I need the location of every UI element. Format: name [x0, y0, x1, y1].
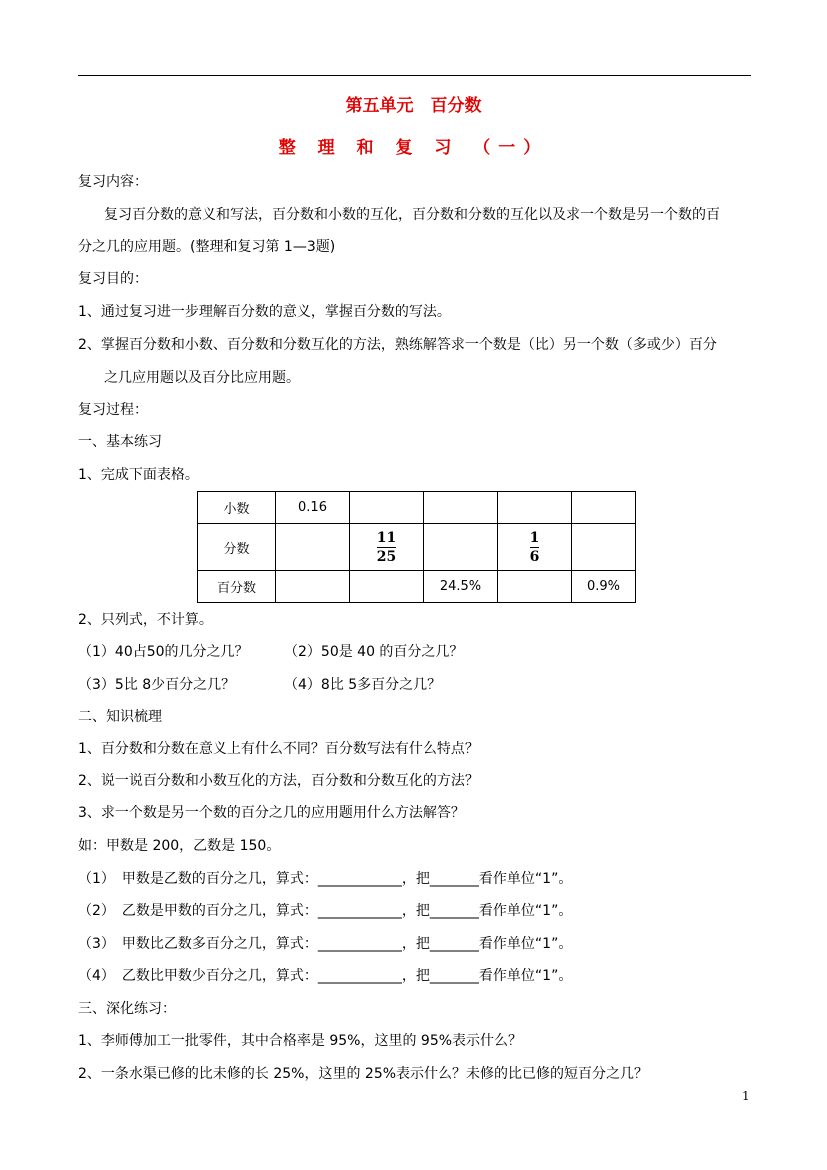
review-content-paragraph-line1: 复习百分数的意义和写法，百分数和小数的互化，百分数和分数的互化以及求一个数是另一个数的百 — [104, 207, 720, 223]
row-label-decimal: 小数 — [198, 492, 276, 524]
example-item-3: （3） 甲数比乙数多百分之几，算式：____________，把_______看作单位“1”。 — [78, 936, 573, 952]
fraction-1-6 — [530, 530, 540, 565]
section-knowledge-review: 二、知识梳理 — [78, 709, 162, 725]
question-1: 1、完成下面表格。 — [78, 467, 199, 483]
deepen-item-1: 1、李师傅加工一批零件，其中合格率是 95%，这里的 95%表示什么？ — [78, 1033, 523, 1049]
row-label-fraction: 分数 — [198, 524, 276, 571]
conversion-table — [197, 491, 636, 603]
knowledge-item-3: 3、求一个数是另一个数的百分之几的应用题用什么方法解答？ — [78, 805, 465, 821]
review-content-paragraph-line2: 分之几的应用题。(整理和复习第 1—3题) — [78, 239, 336, 255]
fraction-bar — [530, 547, 540, 548]
table-cell — [498, 492, 572, 524]
question-2: 2、只列式，不计算。 — [78, 612, 213, 628]
table-cell — [276, 524, 350, 571]
goal-item-2-line2: 之几应用题以及百分比应用题。 — [104, 370, 300, 386]
goal-item-2-line1: 2、掌握百分数和小数、百分数和分数互化的方法，熟练解答求一个数是（比）另一个数（多或少）百分 — [78, 337, 717, 353]
knowledge-item-2: 2、说一说百分数和小数互化的方法，百分数和分数互化的方法？ — [78, 773, 479, 789]
table-cell — [572, 524, 636, 571]
table-cell — [498, 571, 572, 603]
fraction-denominator: 25 — [376, 548, 397, 565]
knowledge-item-1: 1、百分数和分数在意义上有什么不同？百分数写法有什么特点？ — [78, 741, 479, 757]
table-cell — [350, 571, 424, 603]
fraction-numerator: 11 — [376, 529, 397, 546]
table-cell — [276, 571, 350, 603]
example-item-1: （1） 甲数是乙数的百分之几，算式：____________，把_______看作单位“1”。 — [78, 871, 573, 887]
example-item-4: （4） 乙数比甲数少百分之几，算式：____________，把_______看作单位“1”。 — [78, 968, 573, 984]
table-cell: 0.9% — [572, 571, 636, 603]
row-label-percent: 百分数 — [198, 571, 276, 603]
review-goal-label: 复习目的： — [78, 271, 148, 287]
review-content-label: 复习内容： — [78, 174, 148, 190]
question-2-part-2: （2）50是 40 的百分之几？ — [284, 644, 464, 660]
section-basic-practice: 一、基本练习 — [78, 434, 162, 450]
unit-title: 第五单元 百分数 — [345, 96, 482, 116]
fraction-denominator: 6 — [529, 548, 540, 565]
question-2-part-4: （4）8比 5多百分之几？ — [284, 677, 442, 693]
section-deepen-practice: 三、深化练习： — [78, 1001, 176, 1017]
deepen-item-2: 2、一条水渠已修的比未修的长 25%，这里的 25%表示什么？未修的比已修的短百分之几？ — [78, 1066, 649, 1082]
fraction-11-25 — [377, 530, 396, 565]
goal-item-1: 1、通过复习进一步理解百分数的意义，掌握百分数的写法。 — [78, 304, 451, 320]
table-cell — [424, 492, 498, 524]
question-2-part-3: （3）5比 8少百分之几？ — [78, 677, 236, 693]
table-row-percent — [198, 571, 636, 603]
lesson-title: 整 理 和 复 习 （一） — [278, 138, 549, 158]
table-cell — [424, 524, 498, 571]
question-2-part-1: （1）40占50的几分之几？ — [78, 644, 249, 660]
fraction-numerator: 1 — [529, 529, 540, 546]
table-row-fraction — [198, 524, 636, 571]
table-cell — [350, 524, 424, 571]
header-rule — [78, 75, 751, 76]
table-cell: 24.5% — [424, 571, 498, 603]
table-cell — [572, 492, 636, 524]
example-statement: 如：甲数是 200，乙数是 150。 — [78, 838, 281, 854]
table-cell — [498, 524, 572, 571]
table-row-decimal — [198, 492, 636, 524]
page-number: 1 — [742, 1089, 750, 1103]
review-process-label: 复习过程： — [78, 402, 148, 418]
example-item-2: （2） 乙数是甲数的百分之几，算式：____________，把_______看作单位“1”。 — [78, 903, 573, 919]
fraction-bar — [377, 547, 396, 548]
table-cell: 0.16 — [276, 492, 350, 524]
table-cell — [350, 492, 424, 524]
